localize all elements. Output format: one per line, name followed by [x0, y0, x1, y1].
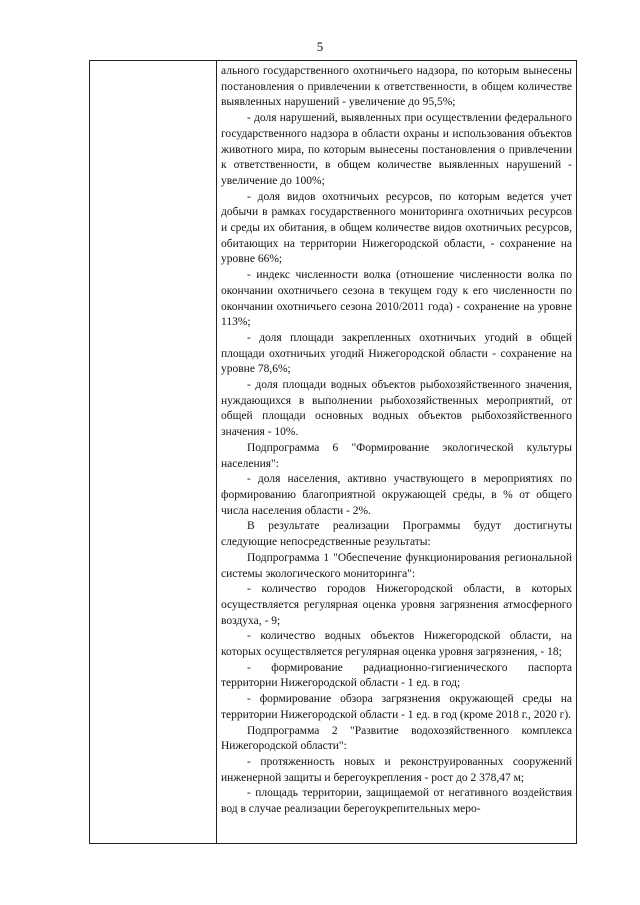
program-table [89, 60, 577, 844]
table-left-column [90, 61, 216, 843]
paragraph: Подпрограмма 2 "Развитие водохозяйственного комплекса Нижегородской области": [221, 724, 572, 753]
paragraph: - количество городов Нижегородской области, в которых осуществляется регулярная оценка уровня загрязнения атмосферного воздуха, - 9; [221, 583, 572, 627]
column-divider [216, 61, 217, 843]
paragraph: - протяженность новых и реконструированных сооружений инженерной защиты и берегоукрепления - рост до 2 378,47 м; [221, 755, 572, 784]
paragraph: - доля площади водных объектов рыбохозяйственного значения, нуждающихся в выполнении рыбохозяйственных мероприятий, от общей площади основных водных объектов рыбохозяйственного значения - 10%. [221, 379, 572, 439]
paragraph: - формирование обзора загрязнения окружающей среды на территории Нижегородской области - 1 ед. в год (кроме 2018 г., 2020 г). [221, 693, 572, 721]
paragraph: - количество водных объектов Нижегородской области, на которых осуществляется регулярная оценка уровня загрязнения, - 18; [221, 630, 572, 659]
paragraph: - площадь территории, защищаемой от негативного воздействия вод в случае реализации берегоукрепительных меро- [221, 787, 572, 816]
paragraph: Подпрограмма 6 "Формирование экологической культуры населения": [221, 441, 572, 470]
paragraph: - формирование радиационно-гигиенического паспорта территории Нижегородской области - 1 ед. в год; [221, 661, 572, 690]
paragraph: - индекс численности волка (отношение численности волка по окончании охотничьего сезона в текущем году к его численности по окончании охотничьего сезона 2010/2011 года) - сохранение на уровне 113%; [221, 269, 572, 329]
paragraph: - доля нарушений, выявленных при осуществлении федерального государственного надзора в области охраны и использования объектов животного мира, по которым вынесены постановления о привлечении к ответственности, в общем количестве выявленных нарушений - увеличение до 100%; [221, 112, 572, 187]
paragraph: - доля населения, активно участвующего в мероприятиях по формированию благоприятной окружающей среды, в % от общего числа населения области - 2%. [221, 473, 572, 517]
table-right-column [221, 64, 572, 818]
paragraph: ального государственного охотничьего надзора, по которым вынесены постановления о привлечении к ответственности, в общем количестве выявленных нарушений - увеличение до 95,5%; [221, 65, 572, 109]
paragraph: - доля видов охотничьих ресурсов, по которым ведется учет добычи в рамках государственного мониторинга охотничьих ресурсов и среды их обитания, в общем количестве видов охотничьих ресурсов, обитающих на территории Нижегородской области, - сохранение на уровне 66%; [221, 190, 572, 266]
page-number: 5 [316, 39, 324, 54]
paragraph: В результате реализации Программы будут достигнуты следующие непосредственные результаты: [221, 520, 572, 549]
paragraph: Подпрограмма 1 "Обеспечение функционирования региональной системы экологического мониторинга": [221, 551, 572, 580]
paragraph: - доля площади закрепленных охотничьих угодий в общей площади охотничьих угодий Нижегородской области - сохранение на уровне 78,6%; [221, 331, 572, 376]
